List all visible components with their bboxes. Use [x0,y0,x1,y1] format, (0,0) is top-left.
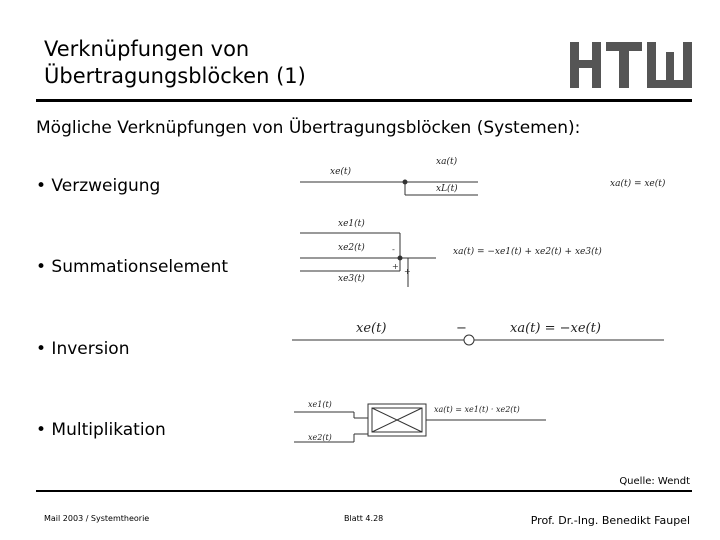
inversion-diagram [292,335,664,345]
sum-sign-1: - [392,245,395,254]
sum-sign-2: + [392,262,399,271]
sum-input1-label: xe1(t) [338,219,365,229]
inversion-equation: xa(t) = −xe(t) [510,321,601,336]
inversion-sign: − [456,321,467,336]
branch-output2-label: xL(t) [436,184,458,194]
htw-logo-icon [570,40,692,90]
sum-input2-label: xe2(t) [338,243,365,253]
footer-page-number: Blatt 4.28 [344,514,384,523]
slide-subtitle: Mögliche Verknüpfungen von Übertragungsblöcken (Systemen): [36,118,581,138]
bullet-verzweigung: • Verzweigung [36,176,161,196]
branch-input-label: xe(t) [330,167,352,177]
slide-title-line2: Übertragungsblöcken (1) [44,64,306,88]
inversion-input-label: xe(t) [356,321,387,336]
branch-equation: xa(t) = xe(t) [610,179,666,189]
multiplication-input1-label: xe1(t) [308,400,332,409]
branch-output1-label: xa(t) [436,157,458,167]
slide-title-line1: Verknüpfungen von [44,37,250,61]
multiplication-input2-label: xe2(t) [308,433,332,442]
footer-course: Mail 2003 / Systemtheorie [44,514,150,523]
bullet-summationselement: • Summationselement [36,257,229,277]
bullet-inversion: • Inversion [36,339,130,359]
source-note: Quelle: Wendt [619,476,690,487]
sum-equation: xa(t) = −xe1(t) + xe2(t) + xe3(t) [453,247,602,257]
block-diagrams [288,140,688,460]
header-divider [36,99,692,102]
bullet-multiplikation: • Multiplikation [36,420,166,440]
footer-divider [36,490,692,492]
slide-title [44,36,306,90]
sum-input3-label: xe3(t) [338,274,365,284]
footer-author: Prof. Dr.-Ing. Benedikt Faupel [530,514,690,527]
multiplication-equation: xa(t) = xe1(t) · xe2(t) [434,405,520,414]
sum-sign-3: + [404,267,411,276]
sum-diagram [300,233,436,287]
